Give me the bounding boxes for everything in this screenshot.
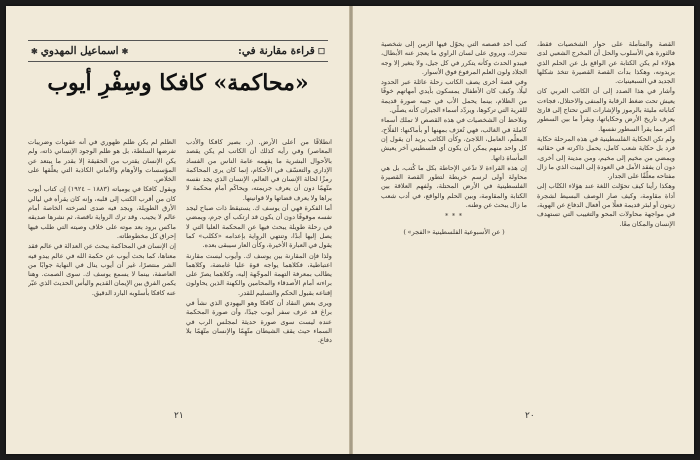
- paragraph: كتب أحد قصصه التي يحوّل فيها الزمن إلى شخصية تتحرك، ويروي على لسان الراوي ما يعجز عنه الأبطال، فيبدو الحدث وكأنه يتكرر في كل جيل، ولا يتغير إلا وجه الجلاد ولون العلم المرفوع فوق الأسوار.: [381, 40, 527, 76]
- star-icon: ✱: [121, 46, 129, 56]
- right-page: [353, 6, 694, 454]
- paragraph: القصة والمتأملة على حوار الشخصيات فقط، فالثورة هي الأسلوب والحل أن المخرج الشعبي لدى هؤلاء لم يكن الكتابة عن الواقع بل عن الحلم الذي يريدونه، وهكذا بدأت القصة القصيرة تتخذ شكلها الجديد في السبعينيات.: [537, 40, 675, 86]
- paragraph: ويرى بعض النقاد أن كافكا وهو اليهودي الذي نشأ في براغ قد عرف سفر أيوب جيدًا، وأن صورة المحكمة عنده ليست سوى صورة حديثة لمجلس الرب في السماء حيث يقف الشيطان متّهِمًا والإنسان متّهَمًا بلا دفاع.: [186, 299, 332, 345]
- paragraph: الظلم لم يكن ظلم ظهوري في أنه عقوبات وضريبات تفرضها السلطة، بل هو ظلم الوجود الإنساني ذاته، ولم يكن الإنسان يقترب من الحقيقة إلا بقدر ما يبتعد عن المؤسسات والأوهام والأماني الكاذبة التي يعلّقها على الخلاص.: [28, 138, 176, 184]
- paragraph: ونلاحظ أن الشخصيات في هذه القصص لا تملك أسماء كاملة في الغالب، فهي تُعرَف بمهنها أو بأماكنها: الفلّاح، المعلّم، العامل، اللاجئ، وكأن الكاتب يريد أن يقول إن كل واحد منهم يمكن أن يكون أي فلسطيني آخر يعيش المأساة ذاتها.: [381, 116, 527, 162]
- paragraph: ويقول كافكا في يومياته (١٨٨٣ – ١٩٢٤) إن كتاب أيوب كان من أقرب الكتب إلى قلبه، وإنه كان يقرأه في ليالي الأرق الطويلة، ويجد فيه صدى لصرخته الخاصة أمام عالم لا يجيب. وقد ترك الرواية ناقصة، ثم نشرها صديقه ماكس برود بعد موته على خلاف وصيته التي طلب فيها إحراق كل مخطوطاته.: [28, 185, 176, 240]
- paragraph: ولذا فإن المقارنة بين يوسف ك. وأيوب ليست مقارنة اعتباطية، فكلاهما يواجه قوة عليا غامضة، وكلاهما يطالب بمعرفة التهمة الموجّهة إليه، وكلاهما يصرّ على براءته أمام الأصدقاء والمحامين والكهنة الذين يحاولون إقناعه بقبول الحكم والتسليم للقدر.: [186, 251, 332, 297]
- text-column-left: [28, 138, 176, 400]
- text-column-right: [537, 40, 675, 400]
- text-column-left: [381, 40, 527, 400]
- page-number: ٢١: [174, 411, 184, 421]
- paragraph: أما الفكرة فهي أن يوسف ك. يستيقظ ذات صباح ليجد نفسه موقوفًا دون أن يكون قد ارتكب أي جرم، ويمضي في رحلة طويلة يبحث فيها عن المحكمة العليا التي لا يصل إليها أبدًا، وتنتهي الرواية بإعدامه «ككلب» كما يقول في العبارة الأخيرة، وكأن العار سيبقى بعده.: [186, 204, 332, 250]
- star-icon: ✱: [31, 46, 38, 56]
- paragraph: وأشار في هذا الصدد إلى أن الكاتب العربي كان يعيش تحت ضغط الرقابة والمنفى والاحتلال، فجاءت كتاباته مليئة بالرموز والإشارات التي تحتاج إلى قارئ يعرف تاريخ الأرض وحكاياتها، ويقرأ ما بين السطور أكثر مما يقرأ السطور نفسها.: [537, 87, 675, 133]
- article-header: [28, 40, 328, 62]
- paragraph: وفي قصة أخرى يصف الكاتب رحلة عائلة عبر الحدود ليلًا، وكيف كان الأطفال يمسكون بأيدي أمهاتهم خوفًا من الظلام، بينما يحمل الأب في جيبه صورة قديمة للقرية التي تركوها، ويردّد أسماء الجيران كأنه يصلّي.: [381, 78, 527, 115]
- page-number: ٢٠: [525, 411, 535, 421]
- source-footnote: ( عن الأسبوعية الفلسطينية «الفجر» ): [403, 227, 505, 236]
- paragraph: إن الإنسان في المحاكمة يبحث عن العدالة في عالم فقد معناها، كما بحث أيوب عن حكمة الله في عالم يبدو فيه الشر منتصرًا، غير أن أيوب ينال في النهاية جوابًا من العاصفة، بينما لا يسمع يوسف ك. سوى الصمت. وهنا يكمن الفرق بين الإيمان القديم واليأس الحديث الذي عبّر عنه كافكا بأسلوبه البارد الدقيق.: [28, 242, 176, 297]
- magazine-spread: [6, 6, 694, 454]
- paragraph: ولم تكن الحكاية الفلسطينية في هذه المرحلة حكاية فرد بل حكاية شعب كامل، يحمل ذاكرته في حقائبه ويمضي من مخيم إلى مخيم، ومن مدينة إلى أخرى، دون أن يفقد الأمل في العودة إلى البيت الذي ما زال مفتاحه معلّقًا على الجدار.: [537, 134, 675, 181]
- paragraph: إن هذه القراءة لا تدّعي الإحاطة بكل ما كُتب، بل هي محاولة أولى لرسم خريطة لتطور القصة القصيرة الفلسطينية في الأرض المحتلة، ولفهم العلاقة بين الكتابة والمقاومة، وبين الحلم والواقع، في أدب شعب ما زال يبحث عن وطنه.: [381, 163, 527, 210]
- paragraph: وهكذا رأينا كيف تحوّلت اللغة عند هؤلاء الكتّاب إلى أداة مقاومة، وكيف صار الوصف البسيط لشجرة زيتون أو لبئر قديمة فعلًا من أفعال الدفاع عن الهوية، في مواجهة محاولات المحو والتغييب التي تستهدف الإنسان والمكان معًا.: [537, 182, 675, 228]
- end-ornament: * * *: [444, 212, 464, 221]
- left-page: [6, 6, 349, 454]
- paragraph: انطلاقًا من أعلى الأرض. (ر. بصير كافكا والأدب المعاصر) وفي رأيه كذلك أن الكاتب لم يكن يقصد بالأحوال البشرية ما يفهمه عامة الناس من الفساد الإداري والتعسّف في الأحكام، إنما كان يرى المحاكمة رمزًا لحالة الإنسان في العالم، الإنسان الذي يجد نفسه متّهمًا دون أن يعرف جريمته، ويحاكَم أمام محكمة لا يراها ولا يعرف قضاتها ولا قوانينها.: [186, 138, 332, 202]
- square-bullet-icon: ☐: [317, 46, 325, 56]
- article-title: «محاكمة» كافكا وسِفْرِ أيوب: [47, 70, 309, 96]
- section-label: ☐قراءة مقارنة في:: [237, 45, 325, 57]
- author-name: ✱اسماعيل المهدوي✱: [31, 45, 129, 57]
- text-column-right: [186, 138, 332, 400]
